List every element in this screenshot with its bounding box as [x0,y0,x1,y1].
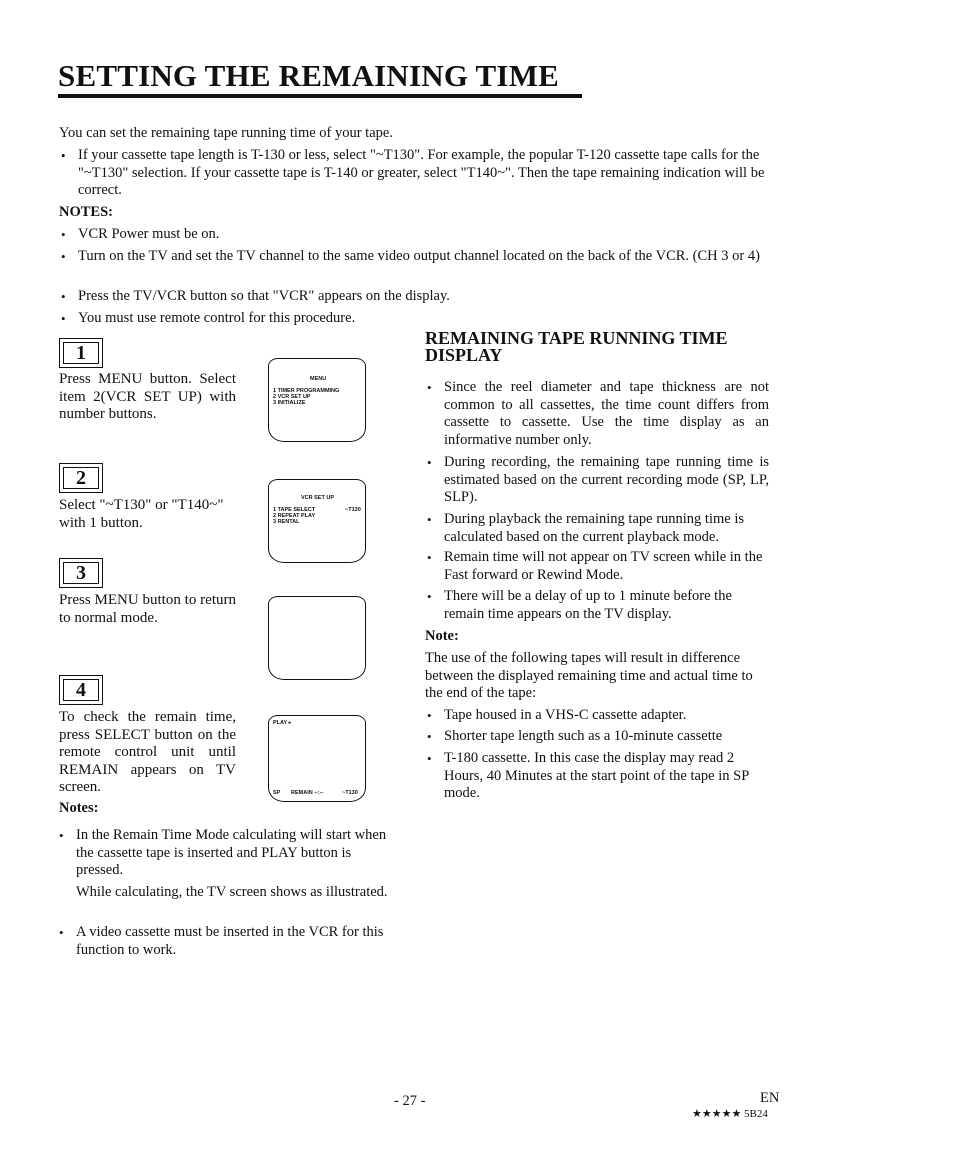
step-4-box [59,675,103,705]
right-note-bullet: • Shorter tape length such as a 10-minute cassette [444,728,769,746]
right-note-text: The use of the following tapes will result in difference between the displayed remaining time and actual time to the end of the tape: [425,650,753,701]
screen-speed: SP [273,790,281,796]
tv-screen-blank [268,596,366,680]
step-3-box [59,558,103,588]
step-note-item: • In the Remain Time Mode calculating will start when the cassette tape is inserted and PLAY button is pressed. [76,827,400,880]
page-number: - 27 - [394,1093,426,1109]
step-2-box [59,463,103,493]
right-note-bullet: • T-180 cassette. In this case the display may read 2 Hours, 40 Minutes at the start point of the tape in SP mode. [444,750,769,803]
step-number: 2 [63,467,99,489]
step-2-text: Select "~T130" or "T140~" with 1 button. [59,497,224,531]
screen-tape: ~T130 [342,790,358,796]
screen-play-indicator: PLAY ▸ [273,720,292,726]
intro-text: You can set the remaining tape running time of your tape. [59,125,393,141]
right-note-heading: Note: [425,628,459,644]
step-1-text: Press MENU button. Select item 2(VCR SET UP) with number buttons. [59,371,236,422]
step-number: 3 [63,562,99,584]
right-bullet: • During recording, the remaining tape running time is estimated based on the current recording mode (SP, LP, SLP). [444,454,769,507]
title-underline [58,94,582,98]
tv-screen-remain [268,715,366,802]
document-code: ★★★★★ 5B24 [692,1108,768,1120]
step-1-box [59,338,103,368]
screen-item: 3 INITIALIZE [273,400,306,406]
page-title: SETTING THE REMAINING TIME [58,58,560,93]
step-note-item: • A video cassette must be inserted in the VCR for this function to work. [76,924,400,959]
tv-screen-menu [268,358,366,442]
screen-item: 1 TIMER PROGRAMMING [273,388,340,394]
screen-item: 1 TAPE SELECT [273,507,316,513]
section-heading: REMAINING TAPE RUNNING TIME DISPLAY [425,328,728,365]
screen-item: 3 RENTAL [273,519,300,525]
right-bullet: • Remain time will not appear on TV screen while in the Fast forward or Rewind Mode. [444,549,769,584]
right-bullet: • During playback the remaining tape running time is calculated based on the current playback mode. [444,511,769,546]
step-note-para: While calculating, the TV screen shows as illustrated. [76,884,388,900]
note-item: • Turn on the TV and set the TV channel to the same video output channel located on the back of the VCR. (CH 3 or 4) [78,248,770,266]
step-number: 1 [63,342,99,364]
screen-header: MENU [310,376,327,382]
screen-remain: REMAIN --:-- [291,790,324,796]
note-item: • You must use remote control for this procedure. [78,310,770,328]
screen-header: VCR SET UP [301,495,335,501]
step-4-text: To check the remain time, press SELECT button on the remote control unit until REMAIN appears on TV screen. [59,709,236,795]
note-item: • VCR Power must be on. [78,226,770,244]
screen-item: 2 REPEAT PLAY [273,513,316,519]
tv-screen-vcr-setup [268,479,366,563]
notes-heading: NOTES: [59,204,113,220]
step-notes-heading: Notes: [59,800,99,816]
right-note-bullet: • Tape housed in a VHS-C cassette adapter. [444,707,769,725]
screen-value: ~T130 [345,507,361,513]
right-bullet: • Since the reel diameter and tape thickness are not common to all cassettes, the time count differs from cassette to cassette. Use the time display as an informative number only. [444,379,769,449]
note-item: • Press the TV/VCR button so that "VCR" appears on the display. [78,288,770,306]
screen-item: 2 VCR SET UP [273,394,311,400]
right-bullet: • There will be a delay of up to 1 minute before the remain time appears on the TV display. [444,588,769,623]
language-code: EN [760,1090,780,1106]
step-3-text: Press MENU button to return to normal mode. [59,592,236,626]
step-number: 4 [63,679,99,701]
intro-bullet: • If your cassette tape length is T-130 or less, select "~T130". For example, the popular T-120 cassette tape calls for the "~T130" selection. If your cassette tape is T-140 or greater, select "T140~". Then the tape remaining indication will be correct. [78,147,770,200]
